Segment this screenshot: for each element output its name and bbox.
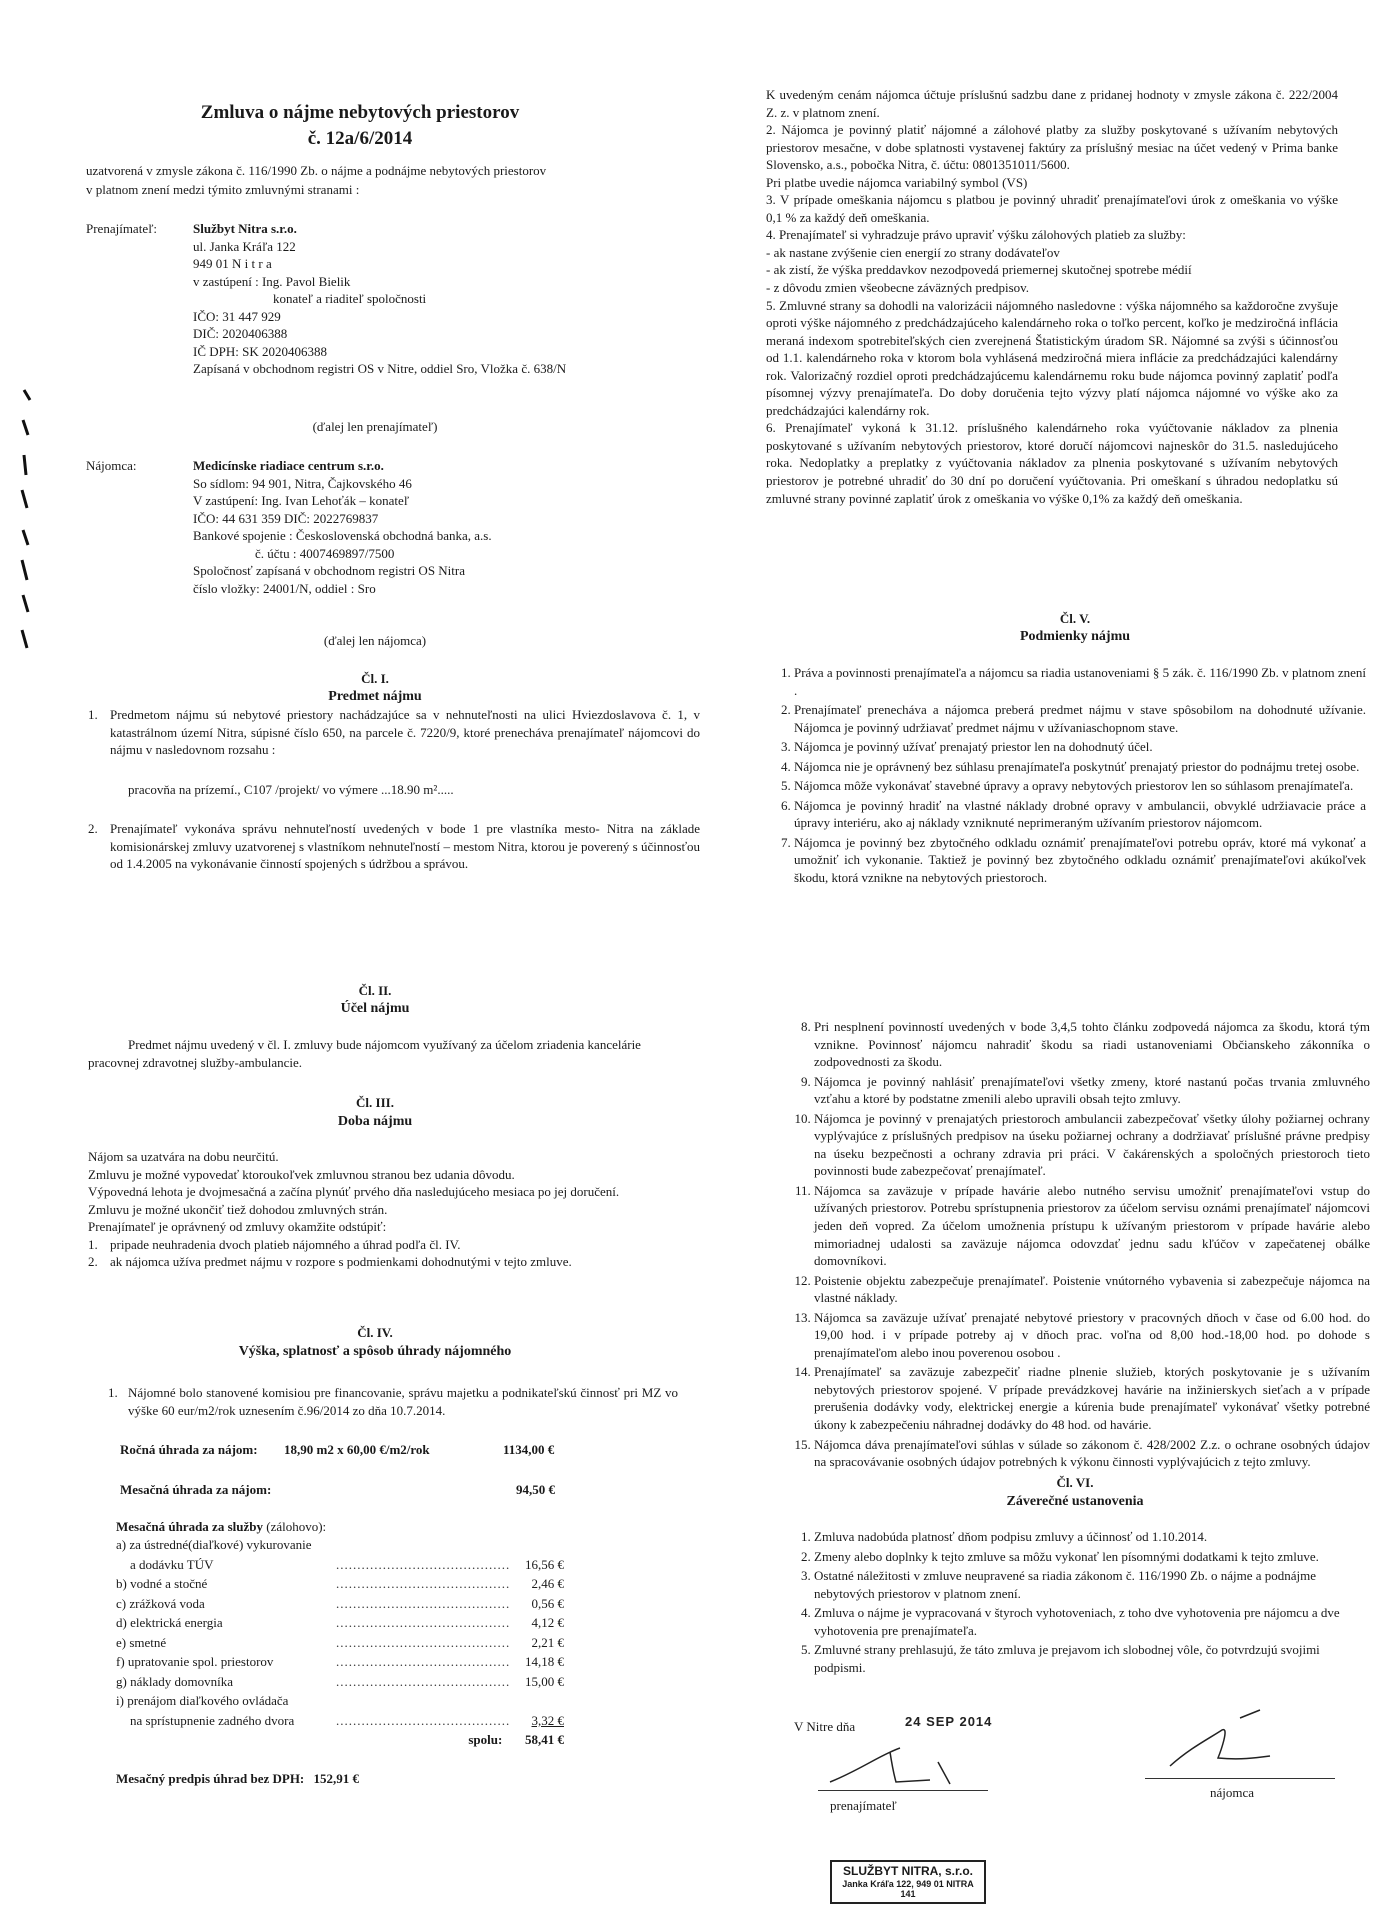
landlord-label: Prenajímateľ:	[86, 221, 157, 236]
landlord-line: ul. Janka Kráľa 122	[193, 238, 296, 254]
tenant-line: č. účtu : 4007469897/7500	[255, 545, 395, 561]
article-5-item: 11. Nájomca sa zaväzuje v prípade havárie alebo nutného servisu umožniť prenajímateľovi vstup do užívaných priestorov. Potrebu sprístupnenia priestorov za účelom servisu oznámi prenajímateľ nájomcovi jeden deň vopred. Za účelom umožnenia prístupu k užívaným priestorom v prípade havárie alebo mimoriadnej udalosti sa zaväzuje nájomca odovzdať jednu sadu kľúčov v zapečatenej obálke domovníkovi.	[814, 1182, 1370, 1270]
article-6-item: 3. Ostatné náležitosti v zmluve neupravené sa riadia zákonom č. 116/1990 Zb. o nájme a podnájme nebytových priestorov v platnom znení.	[814, 1567, 1370, 1602]
article-5-item: 2. Prenajímateľ prenecháva a nájomca preberá predmet nájmu v stave spôsobilom na dohodnuté užívanie. Nájomca je povinný udržiavať predmet nájmu v užívaniaschopnom stave.	[794, 701, 1366, 736]
article-3-title: Doba nájmu	[337, 1114, 413, 1129]
annual-rent-calculation: 18,90 m2 x 60,00 €/m2/rok	[284, 1442, 430, 1457]
tenant-block	[86, 457, 706, 597]
landlord-line: v zastúpení : Ing. Pavol Bielik	[193, 273, 351, 289]
fee-row: i) prenájom diaľkového ovládača	[116, 1693, 289, 1709]
contract-title: Zmluva o nájme nebytových priestorov	[200, 102, 520, 123]
fee-row: g) náklady domovníka ......................................... 15,00 €	[116, 1673, 564, 1689]
settlement-paragraph: 6. Prenajímateľ vykoná k 31.12. príslušného kalendárneho roka vyúčtovanie nákladov za plnenia poskytované s užívaním nebytových priestorov, ktoré doručí nájomcovi najneskôr do 31.5. nasledujúceho roka. Nedoplatky a preplatky z vyúčtovania nákladov za plnenia poskytované s užívaním nebytových priestorov je potrebné uhradiť do 30 dní po doručení vyúčtovania. Pri omeškaní s úhradou nedoplatku sú zmluvné strany povinné zaplatiť úrok z omeškania vo výške 0,1% za každý deň omeškania.	[766, 420, 1338, 506]
intro-line-2: v platnom znení medzi týmito zmluvnými stranami :	[86, 182, 360, 197]
article-3-line: Výpovedná lehota je dvojmesačná a začína plynúť prvého dňa nasledujúceho mesiaca po jej doručení.	[88, 1184, 620, 1200]
landlord-line: Zapísaná v obchodnom registri OS v Nitre, oddiel Sro, Vložka č. 638/N	[193, 361, 567, 377]
article-5-item: 3. Nájomca je povinný užívať prenajatý priestor len na dohodnutý účel.	[794, 738, 1366, 756]
article-3-number: Čl. III.	[356, 1095, 394, 1110]
services-table	[116, 1536, 564, 1751]
article-5-item: 4. Nájomca nie je oprávnený bez súhlasu prenajímateľa poskytnúť prenajatý priestor do podnájmu tretej osobe.	[794, 758, 1366, 776]
article-5-item: 6. Nájomca je povinný hradiť na vlastné náklady drobné opravy v ambulancii, obvyklé udržiavacie práce a úpravy interiéru, ako aj náklady vzniknuté neprimeraným užívaním priestorov nájomcom.	[794, 797, 1366, 832]
fee-row: c) zrážková voda ......................................... 0,56 €	[116, 1595, 564, 1611]
fee-row: d) elektrická energia ......................................... 4,12 €	[116, 1615, 564, 1631]
article-3-line: Zmluvu je možné ukončiť tiež dohodou zmluvných strán.	[88, 1201, 388, 1217]
fee-sum-row: spolu: 58,41 €	[468, 1732, 564, 1748]
tenant-line: Spoločnosť zapísaná v obchodnom registri OS Nitra	[193, 563, 466, 579]
landlord-line: 949 01 N i t r a	[193, 256, 272, 272]
monthly-rent-label: Mesačná úhrada za nájom:	[120, 1482, 272, 1497]
annual-rent-label: Ročná úhrada za nájom:	[120, 1442, 258, 1457]
tenant-line: číslo vložky: 24001/N, oddiel : Sro	[193, 580, 376, 596]
premises-scope: pracovňa na prízemí., C107 /projekt/ vo výmere ...18.90 m².....	[128, 781, 454, 797]
payment-paragraph: 2. Nájomca je povinný platiť nájomné a zálohové platby za služby poskytované s užívaním nebytových priestorov mesačne, v dobe splatnosti vystavenej faktúry za príslušný mesiac na účet vedený v Prima banke Slovensko, a.s., pobočka Nitra, č. účtu: 0801351011/5600.	[766, 122, 1338, 173]
article-1-paragraph: Predmetom nájmu sú nebytové priestory nachádzajúce sa v nehnuteľnosti na ulici Hviezdoslavova č. 1, v katastrálnom území Nitra, súpisné číslo 650, na parcele č. 7220/9, ktoré prenecháva prenajímateľ nájomcovi do nájmu v nasledovnom rozsahu :	[110, 707, 700, 758]
article-5-item: 8. Pri nesplnení povinností uvedených v bode 3,4,5 tohto článku zodpovedá nájomca za škodu, ktorá tým vznikne. Povinnosť nájomcu nahradiť škodu sa riadi ustanoveniami Občianskeho zákonníka o zodpovednosti za škodu.	[814, 1018, 1370, 1071]
signing-place: V Nitre dňa	[794, 1719, 856, 1734]
date-stamp: 24 SEP 2014	[905, 1714, 993, 1729]
tenant-signature-line	[1145, 1778, 1335, 1779]
article-5-title: Podmienky nájmu	[1019, 629, 1131, 644]
tenant-line: V zastúpení: Ing. Ivan Lehoťák – konateľ	[193, 493, 410, 509]
tenant-line: Bankové spojenie : Československá obchodná banka, a.s.	[193, 528, 492, 544]
monthly-rent-value: 94,50 €	[516, 1482, 555, 1497]
contract-number: č. 12a/6/2014	[307, 128, 413, 149]
tenant-name: Medicínske riadiace centrum s.r.o.	[193, 458, 384, 473]
article-6-item: 1. Zmluva nadobúda platnosť dňom podpisu zmluvy a účinnosť od 1.10.2014.	[814, 1528, 1370, 1546]
article-5-item: 7. Nájomca je povinný bez zbytočného odkladu oznámiť prenajímateľovi potrebu opráv, ktoré má vykonať a umožniť ich vykonanie. Taktiež je povinný bez zbytočného odkladu oznámiť prenajímateľovi akúkoľvek škodu, ktorá vznikne na nebytových priestoroch.	[794, 834, 1366, 887]
article-4-title: Výška, splatnosť a spôsob úhrady nájomného	[238, 1344, 512, 1359]
article-6-number: Čl. VI.	[1056, 1475, 1094, 1490]
tenant-alias: (ďalej len nájomca)	[323, 633, 427, 648]
article-3-line: Prenajímateľ je oprávnený od zmluvy okamžite odstúpiť:	[88, 1219, 387, 1235]
binding-marks	[10, 380, 40, 680]
article-6-item: 5. Zmluvné strany prehlasujú, že táto zmluva je prejavom ich slobodnej vôle, čo potvrdzujú svojimi podpismi.	[814, 1641, 1370, 1676]
advance-adjust-item: - z dôvodu zmien všeobecne záväzných predpisov.	[766, 280, 1030, 296]
article-1-number: Čl. I.	[361, 671, 389, 686]
tenant-line: So sídlom: 94 901, Nitra, Čajkovského 46	[193, 475, 412, 491]
article-4-continued	[766, 86, 1338, 507]
article-3-item: ak nájomca užíva predmet nájmu v rozpore s podmienkami dohodnutými v tejto zmluve.	[110, 1254, 572, 1270]
fee-row: b) vodné a stočné ......................................... 2,46 €	[116, 1576, 564, 1592]
article-3-line: Zmluvu je možné vypovedať ktoroukoľvek zmluvnou stranou bez udania dôvodu.	[88, 1166, 515, 1182]
valorization-paragraph: 5. Zmluvné strany sa dohodli na valorizácii nájomného nasledovne : výška nájomného sa každoročne zvyšuje oproti výške nájomného z predchádzajúceho kalendárneho roka o toľko percent, koľko je medziročná inflácia meraná indexom spotrebiteľských cien zverejnená Štatistickým úradom SR. Nájomné sa zvýši s účinnosťou od 1.1. kalendárneho roka v ktorom bola vyhlásená medziročná miera inflácie za predchádzajúci kalendárny rok. Valorizačný rozdiel oproti predchádzajúcemu kalendárnemu roku bude nájomca povinný zaplatiť podľa písomnej výzvy prenajímateľa. Do doby doručenia tejto výzvy platí nájomca nájomné vo výške ako za predchádzajúci kalendárny rok.	[766, 297, 1338, 418]
advance-adjust-item: - ak zistí, že výška preddavkov nezodpovedá priemernej skutočnej spotrebe médií	[766, 262, 1192, 278]
fee-row: f) upratovanie spol. priestorov ......................................... 14,18 €	[116, 1654, 564, 1670]
article-5-number: Čl. V.	[1059, 611, 1091, 626]
fee-row: e) smetné ......................................... 2,21 €	[116, 1634, 564, 1650]
article-3-body: Nájom sa uzatvára na dobu neurčitú. Zmluvu je možné vypovedať ktoroukoľvek zmluvnou stranou bez udania dôvodu. Výpovedná lehota je dvojmesačná a začína plynúť prvého dňa nasledujúceho mesiaca po jej doručení. Zmluvu je možné ukončiť tiež dohodou zmluvných strán. Prenajímateľ je oprávnený od zmluvy okamžite odstúpiť: 1. pripade neuhradenia dvoch platieb nájomného a úhrad podľa čl. IV. 2. ak nájomca užíva predmet nájmu v rozpore s podmienkami dohodnutými v tejto zmluve.	[88, 1148, 678, 1271]
advance-adjust-item: - ak nastane zvýšenie cien energií zo strany dodávateľov	[766, 244, 1060, 260]
company-stamp: SLUŽBYT NITRA, s.r.o. Janka Kráľa 122, 949 01 NITRA 141	[830, 1860, 986, 1904]
article-4-number: Čl. IV.	[357, 1325, 393, 1340]
landlord-name: Službyt Nitra s.r.o.	[193, 221, 297, 236]
article-5-item: 15. Nájomca dáva prenajímateľovi súhlas v súlade so zákonom č. 428/2002 Z.z. o ochrane osobných údajov na spracovávanie osobných údajov potrebných k výkonu činnosti vyplývajúcich z tejto zmluvy.	[814, 1436, 1370, 1471]
tenant-signature-label: nájomca	[1210, 1785, 1255, 1800]
article-3-line: Nájom sa uzatvára na dobu neurčitú.	[88, 1149, 279, 1164]
landlord-alias: (ďalej len prenajímateľ)	[312, 419, 438, 434]
landlord-block	[86, 220, 706, 378]
article-5-item: 14. Prenajímateľ sa zaväzuje zabezpečiť riadne plnenie služieb, ktorých poskytovanie je s užívaním nebytových priestorov spojené. V prípade prevádzkovej havárie na inžinierskych sieťach a v prípade prerušenia dodávky vody, elektrickej energie a kúrenia bude prenajímateľ vykonávať všetky potrebné úkony k zabezpečeniu náhradnej dodávky do 48 hod. od havárie.	[814, 1363, 1370, 1433]
article-6-item: 4. Zmluva o nájme je vypracovaná v štyroch vyhotoveniach, z toho dve vyhotovenia pre nájomcu a dve vyhotovenia pre prenajímateľa.	[814, 1604, 1370, 1639]
landlord-signature-image	[820, 1740, 960, 1790]
article-2-number: Čl. II.	[358, 983, 392, 998]
vat-paragraph: K uvedeným cenám nájomca účtuje príslušnú sadzbu dane z pridanej hodnoty v zmysle zákona č. 222/2004 Z. z. v platnom znení.	[766, 87, 1338, 120]
landlord-signature-label: prenajímateľ	[830, 1798, 897, 1813]
article-1-body: 1. Predmetom nájmu sú nebytové priestory nachádzajúce sa v nehnuteľnosti na ulici Hviezdoslavova č. 1, v katastrálnom území Nitra, súpisné číslo 650, na parcele č. 7220/9, ktoré prenecháva prenajímateľ nájomcovi do nájmu v nasledovnom rozsahu : pracovňa na prízemí., C107 /projekt/ vo výmere ...18.90 m²..... 2. Prenajímateľ vykonáva správu nehnuteľností uvedených v bode 1 pre vlastníka mesto- Nitra na základe komisionárskej zmluvy uzatvorenej s vlastníkom nehnuteľností – mestom Nitra, ktorou je poverený s účinnosťou od 1.4.2005 na vykonávanie činností spojených s údržbou a správou.	[88, 707, 700, 872]
late-interest-paragraph: 3. V prípade omeškania nájomcu s platbou je povinný uhradiť prenajímateľovi úrok z omeškania vo výške 0,1 % za každý deň omeškania.	[766, 192, 1338, 225]
landlord-line: IČ DPH: SK 2020406388	[193, 343, 327, 359]
article-2-text: Predmet nájmu uvedený v čl. I. zmluvy bude nájomcom využívaný za účelom zriadenia kancelárie pracovnej zdravotnej služby-ambulancie.	[88, 1037, 641, 1070]
article-5-item: 12. Poistenie objektu zabezpečuje prenajímateľ. Poistenie vnútorného vybavenia si zabezpečuje nájomca na vlastné náklady.	[814, 1272, 1370, 1307]
article-1-title: Predmet nájmu	[328, 689, 422, 704]
annual-rent-value: 1134,00 €	[503, 1442, 555, 1457]
fee-row: na sprístupnenie zadného dvora ......................................... 3,32 €	[130, 1712, 564, 1728]
services-heading: Mesačná úhrada za služby (zálohovo):	[116, 1519, 327, 1534]
payment-variable-symbol: Pri platbe uvedie nájomca variabilný symbol (VS)	[766, 174, 1028, 190]
article-4-paragraph: 1. Nájomné bolo stanovené komisiou pre financovanie, správu majetku a podnikateľskú činnosť pri MZ vo výške 60 eur/m2/rok uznesením č.96/2014 zo dňa 10.7.2014.	[108, 1385, 678, 1418]
article-5-list	[766, 664, 1366, 889]
fee-row: a dodávku TÚV ......................................... 16,56 €	[130, 1556, 564, 1572]
article-6-title: Záverečné ustanovenia	[1006, 1494, 1144, 1509]
article-6-item: 2. Zmeny alebo doplnky k tejto zmluve sa môžu vykonať len písomnými dodatkami k tejto zmluve.	[814, 1548, 1370, 1566]
landlord-signature-line	[818, 1790, 988, 1791]
tenant-label: Nájomca:	[86, 458, 137, 473]
monthly-total: Mesačný predpis úhrad bez DPH: 152,91 €	[116, 1771, 360, 1786]
article-5-list-continued	[786, 1018, 1370, 1473]
intro-line-1: uzatvorená v zmysle zákona č. 116/1990 Zb. o nájme a podnájme nebytových priestorov	[86, 163, 547, 178]
article-3-item: pripade neuhradenia dvoch platieb nájomného a úhrad podľa čl. IV.	[110, 1236, 461, 1252]
fee-row: a) za ústredné(diaľkové) vykurovanie	[116, 1537, 312, 1552]
article-5-item: 10. Nájomca je povinný v prenajatých priestoroch ambulancii zabezpečovať všetky úlohy požiarnej ochrany vyplývajúce z príslušných predpisov na úseku požiarnej ochrany a dodržiavať príslušné právne predpisy na úseku bezpečnosti a ochrany zdravia pri práci. V čakárenských a spoločných priestoroch tieto povinnosti bude zabezpečovať prenajímateľ.	[814, 1110, 1370, 1180]
article-2-title: Účel nájmu	[340, 1001, 410, 1016]
article-5-item: 9. Nájomca je povinný nahlásiť prenajímateľovi všetky zmeny, ktoré nastanú počas trvania zmluvného vzťahu a ktoré by podstatne zmenili alebo upravili obsah tejto zmluvy.	[814, 1073, 1370, 1108]
landlord-line: IČO: 31 447 929	[193, 308, 281, 324]
landlord-line: DIČ: 2020406388	[193, 326, 288, 342]
article-5-item: 1. Práva a povinnosti prenajímateľa a nájomcu sa riadia ustanoveniami § 5 zák. č. 116/1990 Zb. v platnom znení .	[794, 664, 1366, 699]
landlord-line: konateľ a riaditeľ spoločnosti	[273, 291, 427, 307]
tenant-signature-image	[1160, 1708, 1280, 1778]
article-5-item: 13. Nájomca sa zaväzuje užívať prenajaté nebytové priestory v pracovných dňoch v čase od 6.00 hod. do 19,00 hod. i v prípade potreby aj v dňoch prac. voľna od 8,00 hod.-18,00 hod. po dohode s prenajímateľom alebo inou poverenou osobou .	[814, 1309, 1370, 1362]
tenant-line: IČO: 44 631 359 DIČ: 2022769837	[193, 510, 379, 526]
article-5-item: 5. Nájomca môže vykonávať stavebné úpravy a opravy nebytových priestorov len so súhlasom prenajímateľa.	[794, 777, 1366, 795]
advance-adjust-paragraph: 4. Prenajímateľ si vyhradzuje právo upraviť výšku zálohových platieb za služby:	[766, 227, 1186, 243]
article-6-list	[786, 1528, 1370, 1678]
article-1-paragraph: Prenajímateľ vykonáva správu nehnuteľností uvedených v bode 1 pre vlastníka mesto- Nitra na základe komisionárskej zmluvy uzatvorenej s vlastníkom nehnuteľností – mestom Nitra, ktorou je poverený s účinnosťou od 1.4.2005 na vykonávanie činností spojených s údržbou a správou.	[110, 821, 700, 872]
